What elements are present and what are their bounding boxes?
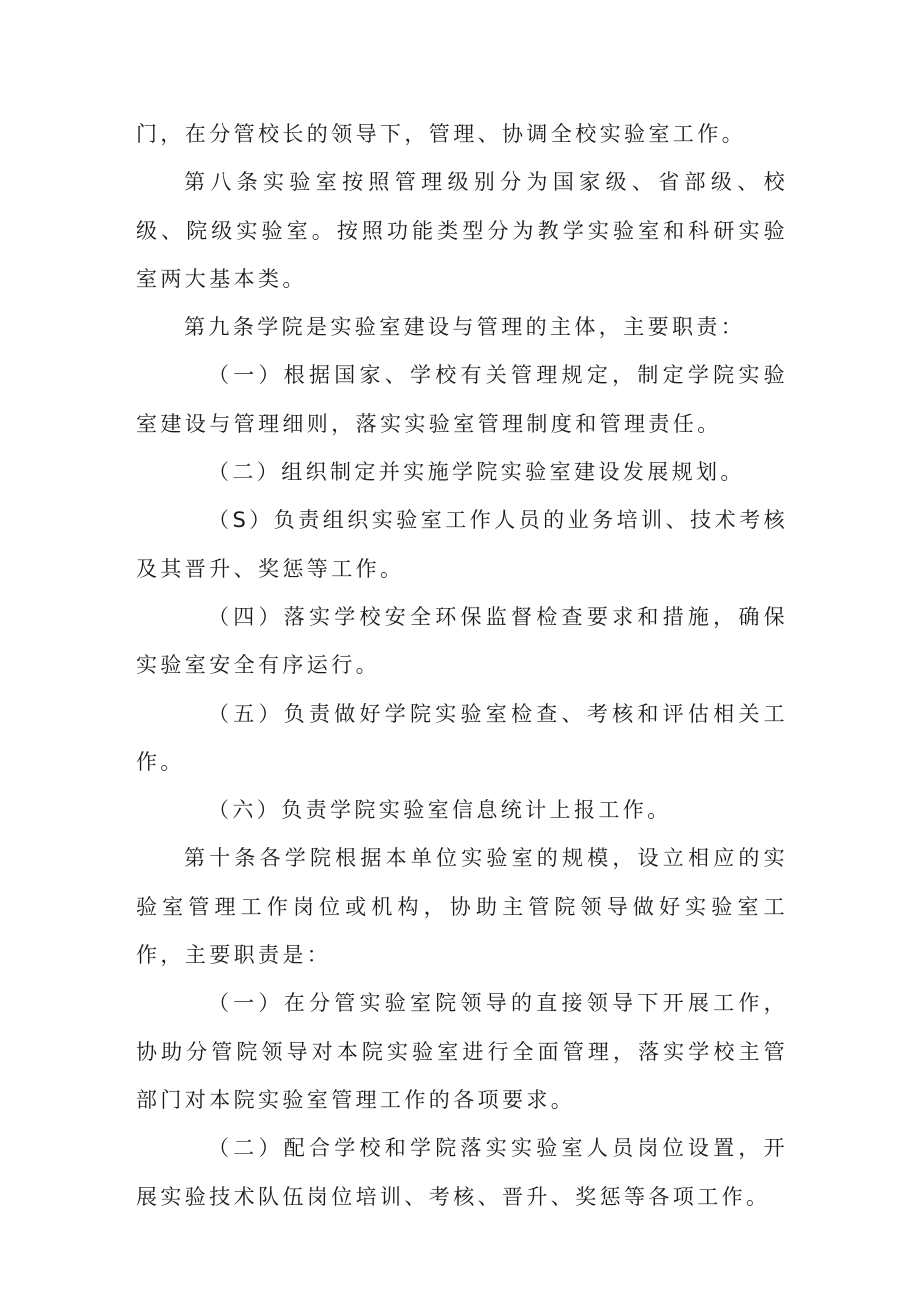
article-8: 第八条实验室按照管理级别分为国家级、省部级、校级、院级实验室。按照功能类型分为教学实验室和科研实验室两大基本类。 <box>136 170 788 291</box>
article-9-item-5: （五）负责做好学院实验室检查、考核和评估相关工作。 <box>136 701 788 774</box>
article-9-item-1: （一）根据国家、学校有关管理规定，制定学院实验室建设与管理细则，落实实验室管理制度和管理责任。 <box>136 363 788 436</box>
article-10-item-1: （一）在分管实验室院领导的直接领导下开展工作，协助分管院领导对本院实验室进行全面管理，落实学校主管部门对本院实验室管理工作的各项要求。 <box>136 991 788 1112</box>
paragraph-continuation: 门，在分管校长的领导下，管理、协调全校实验室工作。 <box>136 122 746 146</box>
document-body <box>136 110 788 1221</box>
article-9-item-2: （二）组织制定并实施学院实验室建设发展规划。 <box>208 460 745 485</box>
article-9-item-3: （S）负责组织实验室工作人员的业务培训、技术考核及其晋升、奖惩等工作。 <box>136 508 788 581</box>
article-9-item-6: （六）负责学院实验室信息统计上报工作。 <box>208 798 672 823</box>
article-10-item-2: （二）配合学校和学院落实实验室人员岗位设置，开展实验技术队伍岗位培训、考核、晋升、奖惩等各项工作。 <box>136 1136 788 1209</box>
article-9: 第九条学院是实验室建设与管理的主体，主要职责： <box>184 315 746 340</box>
article-9-item-4: （四）落实学校安全环保监督检查要求和措施，确保实验室安全有序运行。 <box>136 604 788 678</box>
article-10: 第十条各学院根据本单位实验室的规模，设立相应的实验室管理工作岗位或机构，协助主管院领导做好实验室工作，主要职责是： <box>136 846 788 968</box>
